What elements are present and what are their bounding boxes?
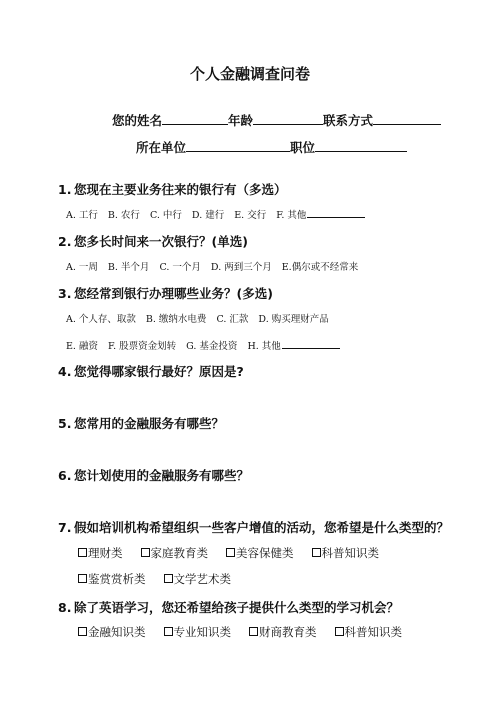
checkbox-option[interactable]: 科普知识类 xyxy=(312,546,380,560)
position-label: 职位 xyxy=(290,140,316,155)
contact-field[interactable] xyxy=(373,112,441,125)
option-b[interactable]: B. 农行 xyxy=(107,210,140,221)
position-field[interactable] xyxy=(315,139,407,152)
checkbox-icon[interactable] xyxy=(249,627,258,636)
age-label: 年龄 xyxy=(228,113,254,128)
page-title: 个人金融调查问卷 xyxy=(189,65,310,83)
question-number: 5. xyxy=(58,416,72,431)
checkbox-option[interactable]: 专业知识类 xyxy=(164,625,232,639)
checkbox-option[interactable]: 鉴赏赏析类 xyxy=(78,572,146,586)
question-7-options-row-1 xyxy=(78,545,397,561)
question-7 xyxy=(58,518,449,536)
question-number: 4. xyxy=(58,364,72,379)
checkbox-option[interactable]: 文学艺术类 xyxy=(164,572,232,586)
checkbox-option[interactable]: 金融知识类 xyxy=(78,625,146,639)
question-1 xyxy=(58,180,287,198)
question-text: 您多长时间来一次银行？(单选) xyxy=(74,234,248,249)
question-number: 7. xyxy=(58,520,72,535)
question-number: 1. xyxy=(58,182,72,197)
age-field[interactable] xyxy=(253,112,323,125)
question-number: 8. xyxy=(58,600,72,615)
question-text: 假如培训机构希望组织一些客户增值的活动，您希望是什么类型的？ xyxy=(74,520,450,535)
option-f[interactable]: F. 其他 xyxy=(276,210,307,221)
unit-label: 所在单位 xyxy=(136,140,187,155)
option-c[interactable]: C. 汇款 xyxy=(216,314,249,325)
question-text: 您经常到银行办理哪些业务？(多选) xyxy=(74,286,273,301)
checkbox-icon[interactable] xyxy=(78,627,87,636)
question-7-options-row-2 xyxy=(78,571,249,587)
other-blank[interactable] xyxy=(307,208,365,218)
name-label: 您的姓名 xyxy=(112,113,163,128)
checkbox-icon[interactable] xyxy=(312,548,321,557)
checkbox-option[interactable]: 科普知识类 xyxy=(335,625,403,639)
question-6 xyxy=(58,466,249,484)
unit-field[interactable] xyxy=(186,139,290,152)
option-g[interactable]: G. 基金投资 xyxy=(186,341,238,352)
checkbox-icon[interactable] xyxy=(78,574,87,583)
checkbox-icon[interactable] xyxy=(141,548,150,557)
question-number: 3. xyxy=(58,286,72,301)
question-text: 除了英语学习，您还希望给孩子提供什么类型的学习机会？ xyxy=(74,600,400,615)
question-number: 6. xyxy=(58,468,72,483)
checkbox-icon[interactable] xyxy=(226,548,235,557)
checkbox-icon[interactable] xyxy=(164,574,173,583)
question-2-options xyxy=(66,259,368,273)
checkbox-icon[interactable] xyxy=(164,627,173,636)
question-text: 您觉得哪家银行最好？原因是? xyxy=(74,364,244,379)
other-blank[interactable] xyxy=(282,339,340,349)
option-c[interactable]: C. 中行 xyxy=(149,210,182,221)
name-field[interactable] xyxy=(162,112,228,125)
question-8-options-row-1 xyxy=(78,624,420,640)
personal-info-row-2 xyxy=(136,138,407,156)
option-c[interactable]: C. 一个月 xyxy=(159,262,201,273)
checkbox-option[interactable]: 美容保健类 xyxy=(226,546,294,560)
question-3 xyxy=(58,284,273,302)
option-b[interactable]: B. 缴纳水电费 xyxy=(145,314,207,325)
option-a[interactable]: A. 一周 xyxy=(66,262,98,273)
checkbox-option[interactable]: 家庭教育类 xyxy=(141,546,209,560)
option-f[interactable]: F. 股票资金划转 xyxy=(107,341,177,352)
question-2 xyxy=(58,232,248,250)
option-h[interactable]: H. 其他 xyxy=(247,341,281,352)
option-d[interactable]: D. 两到三个月 xyxy=(210,262,272,273)
question-3-options-row-2 xyxy=(66,338,340,352)
question-1-options xyxy=(66,207,365,221)
question-text: 您计划使用的金融服务有哪些？ xyxy=(74,468,250,483)
personal-info-row-1 xyxy=(112,111,441,129)
option-e[interactable]: E.偶尔或不经常来 xyxy=(281,262,359,273)
contact-label: 联系方式 xyxy=(323,113,374,128)
option-a[interactable]: A. 工行 xyxy=(66,210,98,221)
option-d[interactable]: D. 建行 xyxy=(191,210,225,221)
checkbox-icon[interactable] xyxy=(335,627,344,636)
option-a[interactable]: A. 个人存、取款 xyxy=(66,314,136,325)
option-b[interactable]: B. 半个月 xyxy=(107,262,150,273)
question-text: 您现在主要业务往来的银行有（多选） xyxy=(74,182,287,197)
question-4 xyxy=(58,362,244,380)
option-e[interactable]: E. 融资 xyxy=(66,341,98,352)
question-3-options-row-1 xyxy=(66,311,339,325)
question-number: 2. xyxy=(58,234,72,249)
checkbox-option[interactable]: 财商教育类 xyxy=(249,625,317,639)
option-d[interactable]: D. 购买理财产品 xyxy=(258,314,329,325)
question-text: 您常用的金融服务有哪些？ xyxy=(74,416,225,431)
option-e[interactable]: E. 交行 xyxy=(234,210,267,221)
question-5 xyxy=(58,414,224,432)
question-8 xyxy=(58,598,399,616)
checkbox-icon[interactable] xyxy=(78,548,87,557)
checkbox-option[interactable]: 理财类 xyxy=(78,546,123,560)
